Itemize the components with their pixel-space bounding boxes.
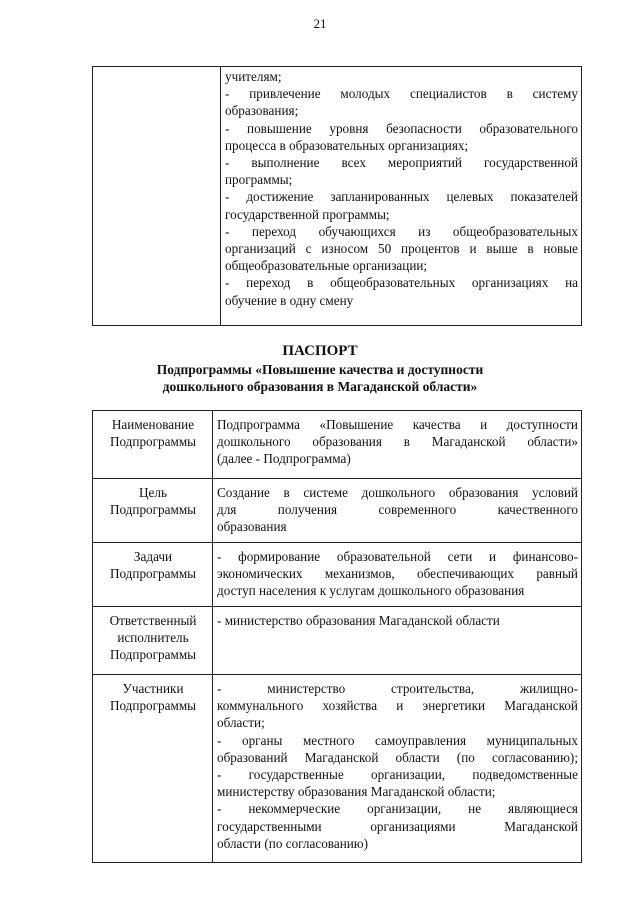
text-line: - повышение уровня безопасности образовательного <box>225 120 578 136</box>
table-row-tasks <box>93 543 582 607</box>
text-line: государственной программы; <box>225 206 390 222</box>
table-row-name <box>93 411 582 479</box>
text-line: - государственные организации, подведомственные <box>217 767 578 783</box>
row-label <box>93 675 213 863</box>
label-line: Наименование <box>111 417 195 432</box>
text-line: организаций с износом 50 процентов и выше в новые <box>225 241 578 257</box>
text-line: - некоммерческие организации, не являющиеся <box>217 801 578 817</box>
text-line: образований Магаданской области (по согласованию); <box>217 749 578 765</box>
text-line: образования <box>217 519 287 535</box>
label-line: Подпрограммы <box>109 647 197 663</box>
text-line: учителям; <box>225 69 282 84</box>
empty-label-cell <box>93 67 221 326</box>
label-line: исполнитель <box>117 630 189 646</box>
passport-title: ПАСПОРТ <box>282 343 358 359</box>
row-value <box>213 675 582 863</box>
row-value <box>213 411 582 479</box>
text-line: - министерство строительства, жилищно- <box>217 681 578 696</box>
text-line: общеобразовательные организации; <box>225 258 428 274</box>
text-line: процесса в образовательных организациях; <box>225 137 469 153</box>
row-value <box>213 479 582 543</box>
text-line: для получения современного качественного <box>217 502 578 518</box>
text-line: экономических механизмов, обеспечивающих равный <box>217 566 578 582</box>
text-line: Подпрограмма «Повышение качества и доступности <box>217 417 578 432</box>
text-line: доступ населения к услугам дошкольного образования <box>217 583 525 599</box>
row-label <box>93 607 213 675</box>
text-line: обучение в одну смену <box>225 292 354 308</box>
table-row <box>93 67 582 326</box>
text-line: министерству образования Магаданской области; <box>217 784 496 800</box>
text-line: области; <box>217 715 265 731</box>
text-line: коммунального хозяйства и энергетики Магаданской <box>217 698 578 714</box>
table-row-participants <box>93 675 582 863</box>
label-line: Ответственный <box>109 613 197 628</box>
table-row-goal <box>93 479 582 543</box>
label-line: Подпрограммы <box>109 434 197 450</box>
text-line: - переход в общеобразовательных организациях на <box>225 275 578 291</box>
text-line: государственными организациями Магаданской <box>217 818 578 834</box>
text-line: дошкольного образования в Магаданской области» <box>217 434 578 450</box>
text-line: (далее - Подпрограмма) <box>217 451 351 467</box>
label-line: Подпрограммы <box>109 566 197 582</box>
page-number: 21 <box>313 16 327 31</box>
text-line: - переход обучающихся из общеобразовательных <box>225 223 578 239</box>
text-line: образования; <box>225 103 299 119</box>
row-label <box>93 411 213 479</box>
passport-subtitle-line-2: дошкольного образования в Магаданской области» <box>162 379 478 394</box>
label-line: Подпрограммы <box>109 698 197 714</box>
label-line: Задачи <box>133 549 173 564</box>
text-line: Создание в системе дошкольного образования условий <box>217 485 578 500</box>
text-line: - министерство образования Магаданской области <box>217 613 500 628</box>
table-row-executor <box>93 607 582 675</box>
row-label <box>93 479 213 543</box>
passport-subtitle-line-1: Подпрограммы «Повышение качества и доступности <box>156 362 484 377</box>
text-line: программы; <box>225 172 293 188</box>
row-label <box>93 543 213 607</box>
row-value <box>213 607 582 675</box>
label-line: Участники <box>122 681 184 696</box>
text-line: - достижение запланированных целевых показателей <box>225 189 578 205</box>
text-line: области (по согласованию) <box>217 835 369 851</box>
text-line: - формирование образовательной сети и финансово- <box>217 549 578 564</box>
row-value <box>213 543 582 607</box>
label-line: Подпрограммы <box>109 502 197 518</box>
text-line: - выполнение всех мероприятий государственной <box>225 155 578 171</box>
passport-table <box>92 410 582 863</box>
results-cell <box>221 67 582 326</box>
label-line: Цель <box>139 485 167 500</box>
text-line: - привлечение молодых специалистов в систему <box>225 86 578 102</box>
text-line: - органы местного самоуправления муниципальных <box>217 732 578 748</box>
continued-table <box>92 66 582 326</box>
